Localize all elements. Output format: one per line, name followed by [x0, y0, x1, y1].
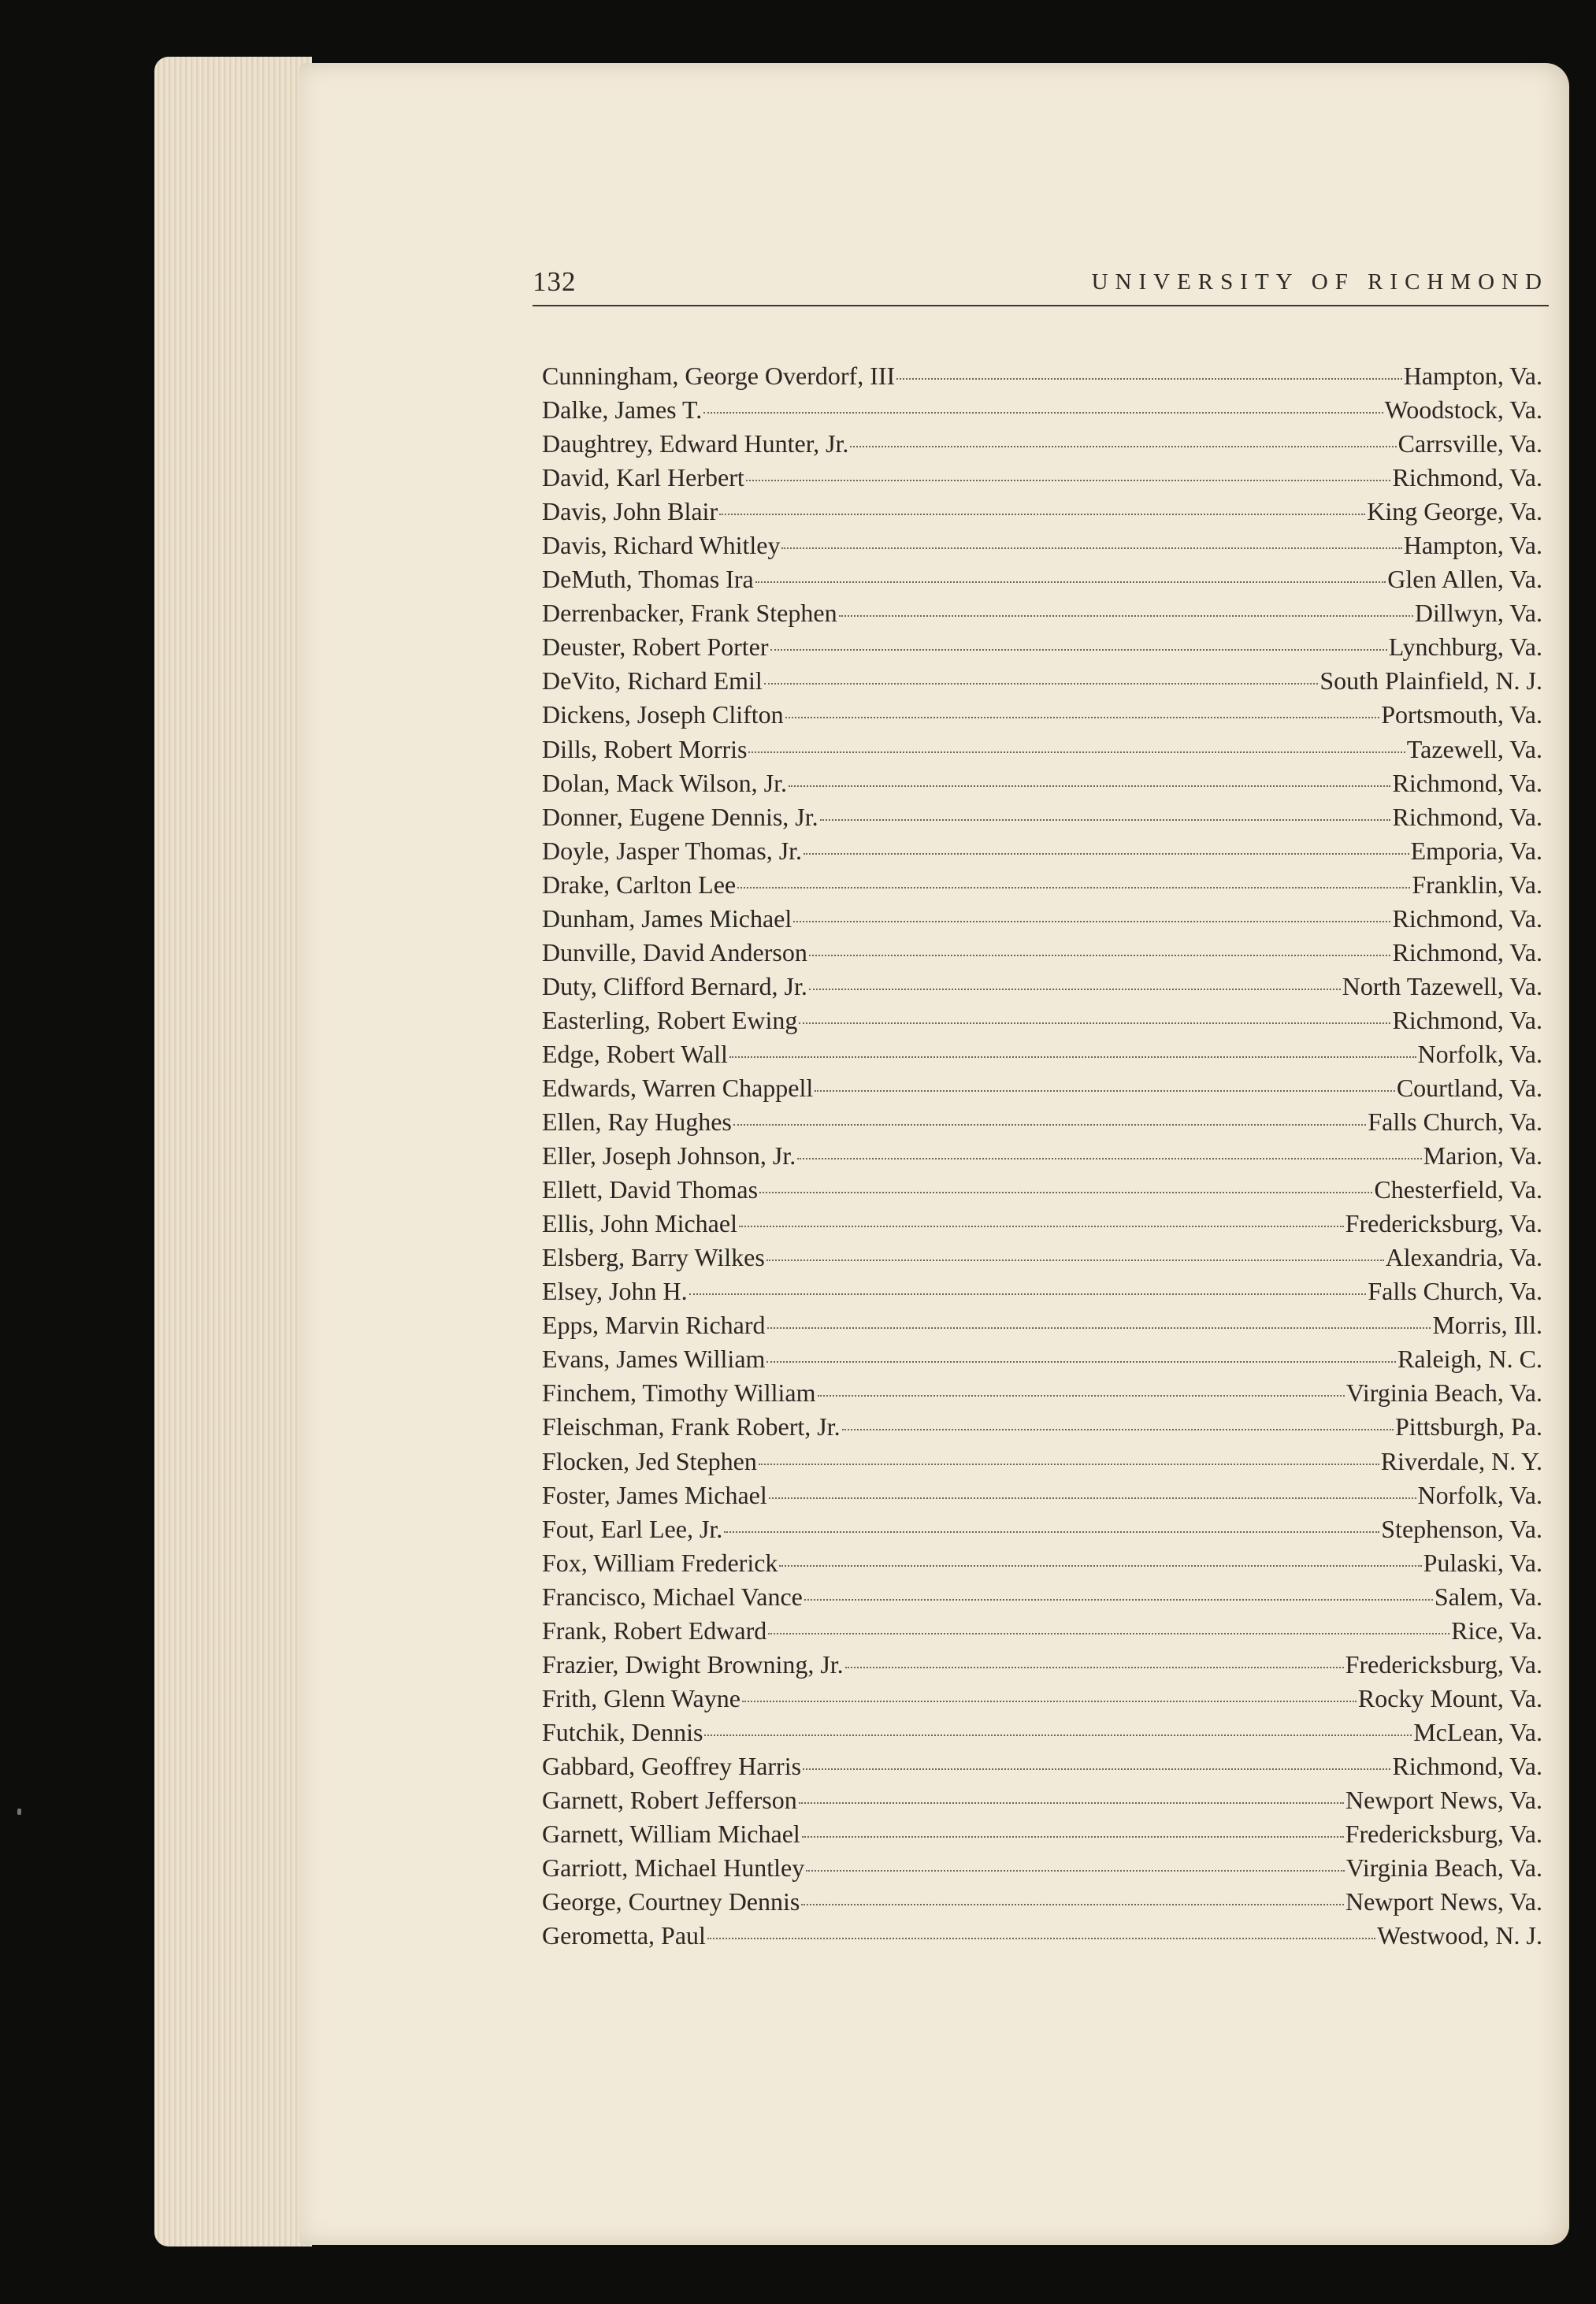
dot-leader	[804, 853, 1409, 855]
list-item	[542, 1241, 1542, 1274]
list-item	[542, 529, 1542, 562]
hometown: Carrsville, Va.	[1397, 429, 1542, 458]
list-item	[542, 1445, 1542, 1478]
hometown: Norfolk, Va.	[1417, 1039, 1542, 1068]
dot-leader	[820, 819, 1391, 821]
student-name: Easterling, Robert Ewing	[542, 1005, 798, 1034]
dot-leader	[896, 378, 1402, 380]
student-name: Daughtrey, Edward Hunter, Jr.	[542, 429, 849, 458]
hometown: Fredericksburg, Va.	[1345, 1209, 1542, 1238]
dot-leader	[793, 921, 1390, 922]
student-name: DeMuth, Thomas Ira	[542, 565, 754, 594]
hometown: Falls Church, Va.	[1368, 1277, 1542, 1306]
student-name: Gabbard, Geoffrey Harris	[542, 1751, 802, 1780]
list-item	[542, 1648, 1542, 1682]
list-item	[542, 1478, 1542, 1512]
hometown: Emporia, Va.	[1410, 836, 1542, 865]
hometown: Richmond, Va.	[1392, 1005, 1542, 1034]
list-item	[542, 1546, 1542, 1580]
student-name: Foster, James Michael	[542, 1480, 767, 1509]
hometown: Pittsburgh, Pa.	[1395, 1412, 1542, 1441]
list-item	[542, 733, 1542, 766]
list-item	[542, 1105, 1542, 1139]
student-name: Frazier, Dwight Browning, Jr.	[542, 1649, 844, 1679]
list-item	[542, 1139, 1542, 1173]
hometown: Newport News, Va.	[1345, 1785, 1542, 1814]
list-item	[542, 1817, 1542, 1851]
running-head: UNIVERSITY OF RICHMOND	[1091, 269, 1549, 295]
student-name: Dunham, James Michael	[542, 903, 792, 933]
hometown: Hampton, Va.	[1403, 531, 1542, 560]
dot-leader	[801, 1904, 1344, 1905]
dot-leader	[845, 1667, 1344, 1668]
list-item	[542, 596, 1542, 630]
hometown: Westwood, N. J.	[1377, 1921, 1542, 1950]
dot-leader	[789, 785, 1391, 787]
student-name: Finchem, Timothy William	[542, 1378, 816, 1408]
student-name: Fox, William Frederick	[542, 1548, 778, 1577]
student-name: Francisco, Michael Vance	[542, 1582, 803, 1611]
student-name: Dunville, David Anderson	[542, 937, 807, 966]
roster-list	[542, 359, 1542, 1953]
hometown: Salem, Va.	[1434, 1582, 1542, 1611]
list-item	[542, 1885, 1542, 1919]
list-item	[542, 1004, 1542, 1037]
dot-leader	[839, 615, 1413, 617]
dot-leader	[759, 1192, 1372, 1193]
list-item	[542, 1783, 1542, 1817]
hometown: Norfolk, Va.	[1417, 1480, 1542, 1509]
list-item	[542, 970, 1542, 1004]
student-name: Donner, Eugene Dennis, Jr.	[542, 802, 818, 831]
list-item	[542, 1919, 1542, 1953]
list-item	[542, 1207, 1542, 1241]
dot-leader	[737, 887, 1410, 889]
student-name: Ellen, Ray Hughes	[542, 1107, 732, 1137]
hometown: Woodstock, Va.	[1384, 395, 1542, 425]
student-name: Elsberg, Barry Wilkes	[542, 1243, 765, 1272]
dot-leader	[767, 1327, 1431, 1329]
hometown: Lynchburg, Va.	[1388, 633, 1542, 662]
dot-leader	[802, 1836, 1344, 1838]
dot-leader	[768, 1633, 1449, 1634]
list-item	[542, 766, 1542, 800]
list-item	[542, 800, 1542, 834]
hometown: Stephenson, Va.	[1381, 1514, 1542, 1543]
dot-leader	[746, 480, 1391, 481]
dot-leader	[785, 717, 1380, 718]
list-item	[542, 936, 1542, 970]
student-name: Ellett, David Thomas	[542, 1175, 759, 1204]
hometown: Courtland, Va.	[1396, 1073, 1542, 1102]
dot-leader	[724, 1531, 1379, 1533]
student-name: Ellis, John Michael	[542, 1209, 737, 1238]
hometown: Fredericksburg, Va.	[1345, 1649, 1542, 1679]
list-item	[542, 1376, 1542, 1410]
dot-leader	[797, 1158, 1421, 1159]
dot-leader	[766, 1260, 1384, 1261]
page-header	[533, 266, 1549, 306]
student-name: Dickens, Joseph Clifton	[542, 700, 784, 729]
student-name: David, Karl Herbert	[542, 463, 744, 492]
hometown: King George, Va.	[1367, 497, 1542, 526]
list-item	[542, 1716, 1542, 1749]
student-name: Epps, Marvin Richard	[542, 1311, 766, 1340]
list-item	[542, 1342, 1542, 1376]
dot-leader	[707, 1938, 1375, 1939]
dot-leader	[759, 1464, 1379, 1465]
hometown: Richmond, Va.	[1392, 802, 1542, 831]
list-item	[542, 1682, 1542, 1716]
hometown: South Plainfield, N. J.	[1319, 666, 1542, 696]
hometown: Tazewell, Va.	[1406, 734, 1542, 763]
student-name: Dolan, Mack Wilson, Jr.	[542, 768, 787, 797]
list-item	[542, 359, 1542, 393]
dot-leader	[799, 1802, 1344, 1804]
student-name: Cunningham, George Overdorf, III	[542, 362, 896, 390]
dot-leader	[729, 1056, 1416, 1058]
hometown: Morris, Ill.	[1432, 1311, 1542, 1340]
dot-leader	[770, 649, 1387, 651]
dot-leader	[809, 955, 1391, 956]
list-item	[542, 630, 1542, 664]
student-name: Garnett, William Michael	[542, 1820, 800, 1849]
dot-leader	[703, 412, 1383, 414]
student-name: Deuster, Robert Porter	[542, 633, 769, 662]
dot-leader	[779, 1565, 1421, 1567]
hometown: Franklin, Va.	[1412, 870, 1542, 899]
student-name: Fout, Earl Lee, Jr.	[542, 1514, 723, 1543]
student-name: Eller, Joseph Johnson, Jr.	[542, 1141, 796, 1171]
hometown: Marion, Va.	[1423, 1141, 1542, 1171]
hometown: Richmond, Va.	[1392, 1751, 1542, 1780]
hometown: Glen Allen, Va.	[1387, 565, 1542, 594]
dot-leader	[719, 514, 1365, 515]
list-item	[542, 902, 1542, 936]
list-item	[542, 1274, 1542, 1308]
list-item	[542, 1173, 1542, 1207]
student-name: Garnett, Robert Jefferson	[542, 1785, 797, 1814]
dot-leader	[755, 581, 1386, 583]
hometown: Portsmouth, Va.	[1381, 700, 1542, 729]
hometown: North Tazewell, Va.	[1342, 971, 1542, 1000]
student-name: Futchik, Dennis	[542, 1717, 703, 1746]
list-item	[542, 868, 1542, 902]
student-name: Edwards, Warren Chappell	[542, 1073, 814, 1102]
dust-speck	[17, 1809, 21, 1815]
list-item	[542, 664, 1542, 698]
dot-leader	[806, 1870, 1344, 1872]
page-edge-stack	[154, 57, 312, 2246]
hometown: Richmond, Va.	[1392, 903, 1542, 933]
dot-leader	[818, 1395, 1345, 1397]
student-name: Dalke, James T.	[542, 395, 703, 425]
dot-leader	[842, 1429, 1394, 1430]
student-name: Duty, Clifford Bernard, Jr.	[542, 971, 807, 1000]
list-item	[542, 1614, 1542, 1648]
student-name: Edge, Robert Wall	[542, 1039, 728, 1068]
list-item	[542, 461, 1542, 495]
dot-leader	[742, 1701, 1357, 1702]
student-name: Evans, James William	[542, 1345, 766, 1374]
list-item	[542, 1512, 1542, 1546]
list-item	[542, 1071, 1542, 1105]
page-number: 132	[533, 266, 577, 297]
student-name: Elsey, John H.	[542, 1277, 688, 1306]
hometown: Fredericksburg, Va.	[1345, 1820, 1542, 1849]
dot-leader	[815, 1090, 1395, 1092]
dot-leader	[850, 446, 1396, 447]
list-item	[542, 1037, 1542, 1071]
hometown: Rice, Va.	[1451, 1616, 1542, 1645]
list-item	[542, 834, 1542, 868]
dot-leader	[781, 547, 1401, 549]
dot-leader	[704, 1734, 1412, 1736]
student-name: DeVito, Richard Emil	[542, 666, 763, 696]
dot-leader	[809, 989, 1341, 990]
dot-leader	[804, 1599, 1433, 1601]
hometown: Virginia Beach, Va.	[1345, 1853, 1542, 1883]
list-item	[542, 1851, 1542, 1885]
list-item	[542, 427, 1542, 461]
hometown: Virginia Beach, Va.	[1345, 1378, 1542, 1408]
hometown: Richmond, Va.	[1392, 463, 1542, 492]
hometown: Newport News, Va.	[1345, 1887, 1542, 1916]
hometown: Rocky Mount, Va.	[1357, 1683, 1542, 1712]
list-item	[542, 562, 1542, 596]
student-name: Frith, Glenn Wayne	[542, 1683, 740, 1712]
student-name: Gerometta, Paul	[542, 1921, 706, 1950]
list-item	[542, 1410, 1542, 1444]
dot-leader	[689, 1293, 1367, 1295]
list-item	[542, 1749, 1542, 1783]
hometown: Falls Church, Va.	[1368, 1107, 1542, 1137]
student-name: George, Courtney Dennis	[542, 1887, 800, 1916]
student-name: Dills, Robert Morris	[542, 734, 748, 763]
hometown: Raleigh, N. C.	[1397, 1345, 1542, 1374]
dot-leader	[739, 1226, 1344, 1227]
header-rule	[533, 305, 1549, 306]
student-name: Garriott, Michael Huntley	[542, 1853, 805, 1883]
student-name: Davis, John Blair	[542, 497, 718, 526]
student-name: Frank, Robert Edward	[542, 1616, 767, 1645]
hometown: Richmond, Va.	[1392, 937, 1542, 966]
hometown: Dillwyn, Va.	[1414, 599, 1542, 628]
list-item	[542, 495, 1542, 529]
dot-leader	[764, 683, 1319, 685]
student-name: Derrenbacker, Frank Stephen	[542, 599, 837, 628]
dot-leader	[748, 751, 1405, 753]
student-name: Doyle, Jasper Thomas, Jr.	[542, 836, 803, 865]
student-name: Flocken, Jed Stephen	[542, 1446, 757, 1475]
hometown: Chesterfield, Va.	[1374, 1175, 1542, 1204]
student-name: Davis, Richard Whitley	[542, 531, 781, 560]
dot-leader	[733, 1124, 1367, 1126]
student-name: Drake, Carlton Lee	[542, 870, 737, 899]
hometown: Riverdale, N. Y.	[1380, 1446, 1542, 1475]
list-item	[542, 1580, 1542, 1614]
hometown: Hampton, Va.	[1403, 362, 1542, 390]
hometown: Pulaski, Va.	[1423, 1548, 1542, 1577]
list-item	[542, 393, 1542, 427]
dot-leader	[799, 1022, 1390, 1024]
dot-leader	[769, 1497, 1416, 1499]
dot-leader	[766, 1361, 1396, 1363]
list-item	[542, 1308, 1542, 1342]
student-name: Fleischman, Frank Robert, Jr.	[542, 1412, 841, 1441]
list-item	[542, 698, 1542, 732]
hometown: Richmond, Va.	[1392, 768, 1542, 797]
hometown: Alexandria, Va.	[1385, 1243, 1542, 1272]
dot-leader	[803, 1768, 1390, 1770]
hometown: McLean, Va.	[1413, 1717, 1542, 1746]
